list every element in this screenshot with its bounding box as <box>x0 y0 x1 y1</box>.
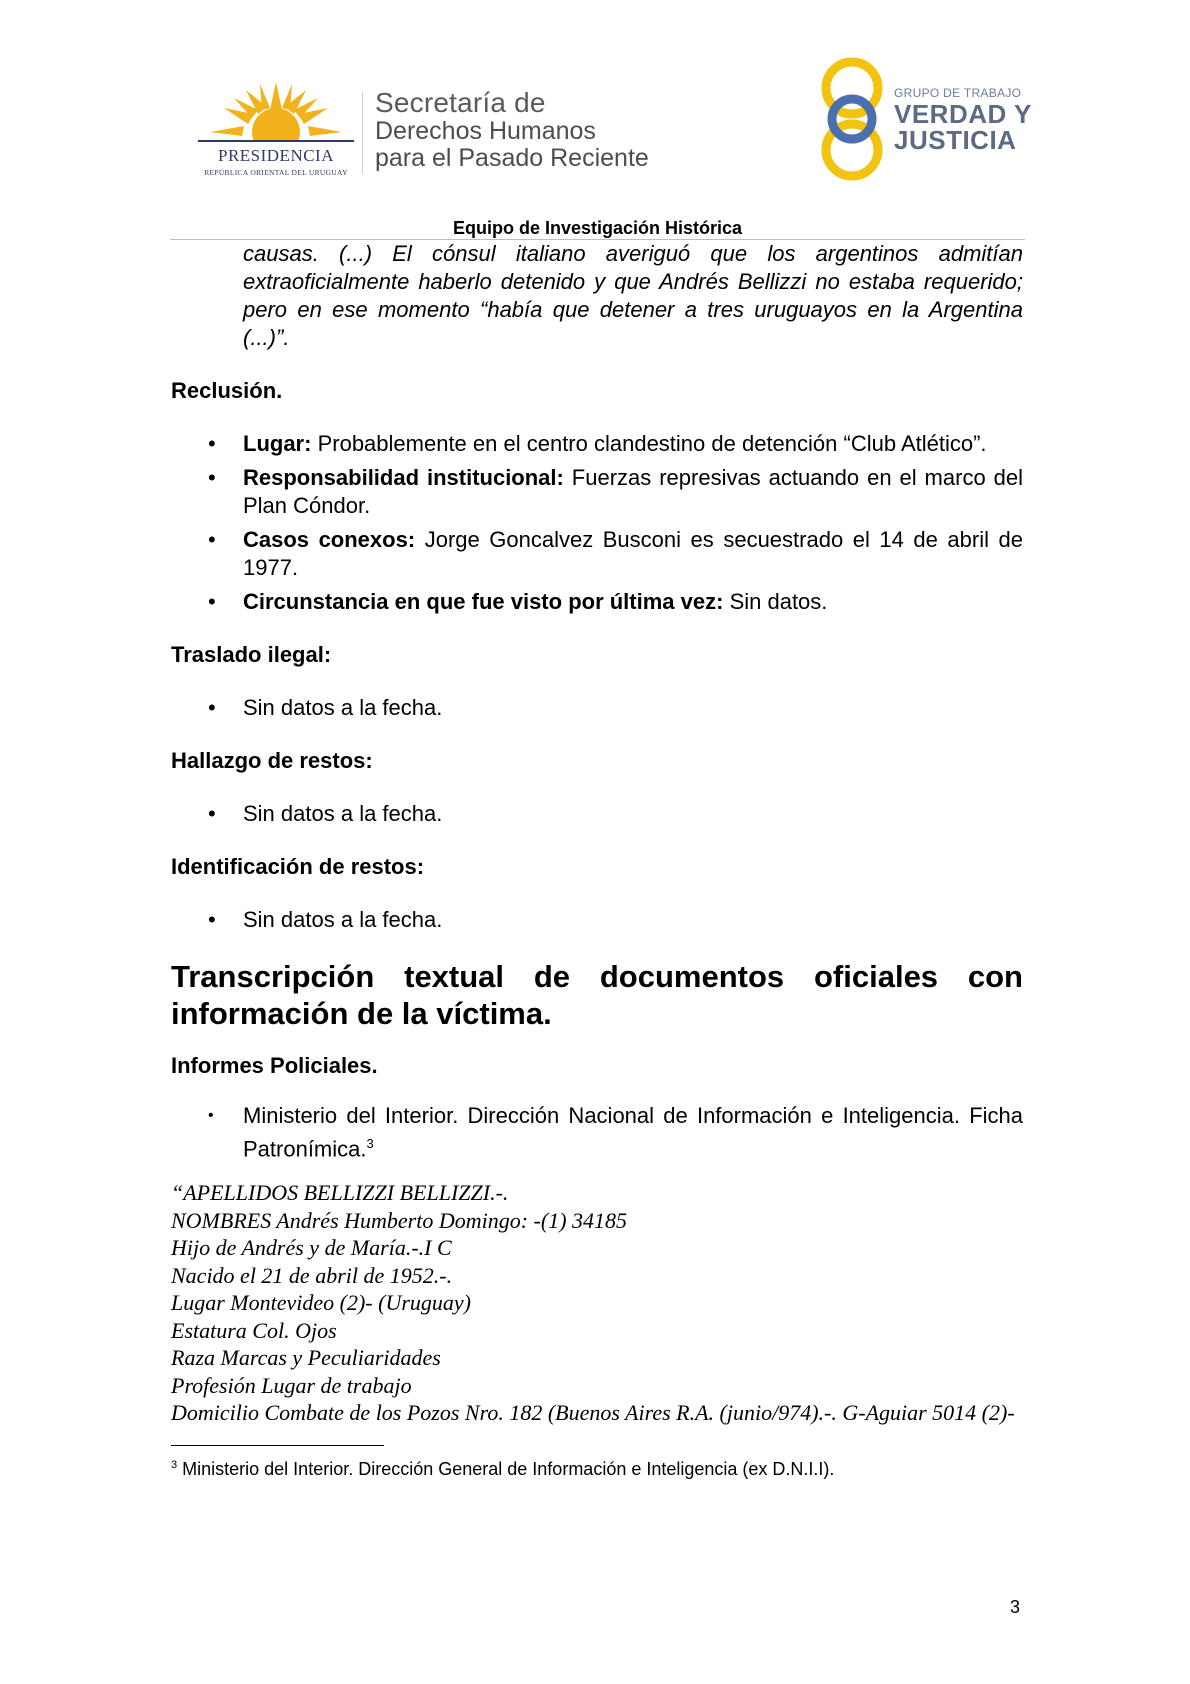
list-item <box>171 906 1023 934</box>
list-item <box>171 694 1023 722</box>
list-item <box>171 430 1023 458</box>
bullet-icon: • <box>208 801 216 826</box>
bullet-icon: • <box>208 1107 214 1124</box>
verdad-justicia-logo <box>816 56 1036 182</box>
quote-paragraph: causas. (...) El cónsul italiano averiguó que los argentinos admitían extraoficialmente haberlo detenido y que Andrés Bellizzi no estaba requerido; pero en ese momento “había que detener a tres uruguayos en la Argentina (...)”. <box>243 241 1023 350</box>
presidencia-name: PRESIDENCIA <box>217 146 334 165</box>
document-body <box>171 240 1023 1480</box>
bullet-icon: • <box>208 527 216 552</box>
ficha-line: NOMBRES Andrés Humberto Domingo: -(1) 34185 <box>171 1207 628 1233</box>
section-heading-traslado: Traslado ilegal: <box>171 642 332 667</box>
item-text: Fuerzas represivas actuando en el marco del Plan Cóndor. <box>243 465 1023 518</box>
section-heading-identificacion: Identificación de restos: <box>171 854 425 879</box>
ficha-line: Domicilio Combate de los Pozos Nro. 182 (Buenos Aires R.A. (junio/974).-. G-Aguiar 5014 (2)- <box>171 1400 1015 1426</box>
item-text: Probablemente en el centro clandestino de detención “Club Atlético”. <box>317 431 987 456</box>
bullet-icon: • <box>208 465 216 490</box>
presidencia-logo <box>196 80 356 180</box>
secretaria-line-1: Secretaría de <box>375 87 546 118</box>
gtvj-line-3: JUSTICIA <box>894 125 1017 155</box>
list-item <box>171 800 1023 828</box>
reclusion-list <box>171 430 1023 616</box>
item-text: Sin datos a la fecha. <box>243 801 443 826</box>
header-divider <box>362 92 363 174</box>
item-label: Responsabilidad institucional: <box>243 465 564 490</box>
item-text: Sin datos a la fecha. <box>243 695 443 720</box>
team-title: Equipo de Investigación Histórica <box>452 218 743 238</box>
item-label: Circunstancia en que fue visto por última vez: <box>243 589 724 614</box>
ficha-line: Nacido el 21 de abril de 1952.-. <box>171 1262 453 1288</box>
section-heading-reclusion: Reclusión. <box>171 378 283 403</box>
secretaria-line-2: Derechos Humanos <box>375 117 596 145</box>
secretaria-line-3: para el Pasado Reciente <box>375 144 649 172</box>
list-item <box>171 526 1023 582</box>
item-text: Sin datos a la fecha. <box>243 907 443 932</box>
item-label: Casos conexos: <box>243 527 416 552</box>
hallazgo-list <box>171 800 1023 828</box>
list-item <box>171 464 1023 520</box>
ficha-line: Profesión Lugar de trabajo <box>171 1372 412 1398</box>
identificacion-list <box>171 906 1023 934</box>
list-item <box>171 1102 1023 1163</box>
linked-rings-icon <box>816 56 896 182</box>
bullet-icon: • <box>208 431 216 456</box>
page-header <box>0 0 1190 250</box>
presidencia-subtitle: REPÚBLICA ORIENTAL DEL URUGUAY <box>204 168 348 177</box>
ficha-line: Raza Marcas y Peculiaridades <box>171 1345 441 1371</box>
list-item <box>171 588 1023 616</box>
informes-list <box>171 1102 1023 1163</box>
bullet-icon: • <box>208 907 216 932</box>
ficha-line: Hijo de Andrés y de María.-.I C <box>171 1235 452 1261</box>
section-heading-hallazgo: Hallazgo de restos: <box>171 748 373 773</box>
item-text: Jorge Goncalvez Busconi es secuestrado el 14 de abril de 1977. <box>243 527 1023 580</box>
page-number: 3 <box>1010 1597 1021 1617</box>
section-heading-transcripcion: Transcripción textual de documentos oficiales con información de la víctima. <box>171 959 1023 1031</box>
item-text: Sin datos. <box>729 589 828 614</box>
ficha-line: Lugar Montevideo (2)- (Uruguay) <box>171 1290 471 1316</box>
ficha-line: “APELLIDOS BELLIZZI BELLIZZI.-. <box>171 1180 509 1206</box>
gtvj-line-1: GRUPO DE TRABAJO <box>894 86 1022 100</box>
item-text: Ministerio del Interior. Dirección Nacional de Información e Inteligencia. Ficha Patronímica. <box>243 1103 1023 1162</box>
bullet-icon: • <box>208 695 216 720</box>
sun-emblem-icon <box>196 80 356 152</box>
traslado-list <box>171 694 1023 722</box>
bullet-icon: • <box>208 589 216 614</box>
ficha-patronimica <box>171 1179 1023 1427</box>
footnote <box>171 1454 1023 1480</box>
subheading-informes-policiales: Informes Policiales. <box>171 1053 378 1078</box>
secretaria-logo-text <box>375 88 649 172</box>
item-label: Lugar: <box>243 431 312 456</box>
footnote-text: Ministerio del Interior. Dirección General de Información e Inteligencia (ex D.N.I.I). <box>182 1458 835 1479</box>
footnote-ref: 3 <box>366 1136 374 1151</box>
gtvj-line-2: VERDAD Y <box>894 99 1032 129</box>
footnote-number: 3 <box>171 1458 178 1471</box>
ficha-line: Estatura Col. Ojos <box>171 1317 337 1343</box>
